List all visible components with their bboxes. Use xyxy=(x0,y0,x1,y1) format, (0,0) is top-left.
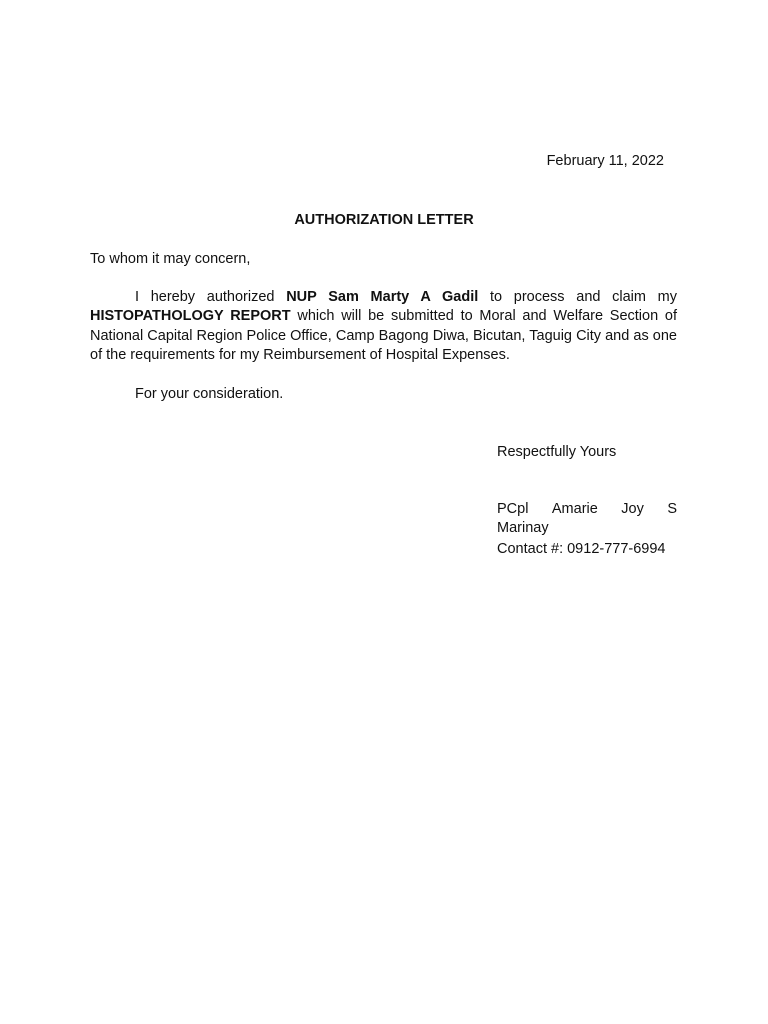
document-name: HISTOPATHOLOGY REPORT xyxy=(90,308,291,325)
body-paragraph xyxy=(90,288,677,366)
closing-line: For your consideration. xyxy=(135,386,284,402)
signer-name-word: PCpl xyxy=(497,501,529,517)
signer-name-word: Joy xyxy=(621,501,644,517)
signer-name-word: Amarie xyxy=(551,501,598,517)
authorized-person: NUP Sam Marty A Gadil xyxy=(286,289,479,305)
body-middle: to process and claim my xyxy=(490,289,678,305)
letter-date: February 11, 2022 xyxy=(546,153,664,169)
signer-name-line-1 xyxy=(497,500,677,519)
body-rest: which will be submitted to Moral and Welfare Section of National Capital Region Police Office, Camp Bagong Diwa, Bicutan, Taguig City and as one of the requirements for my Reimbursement of Hospital Expenses. xyxy=(90,308,677,364)
complimentary-close: Respectfully Yours xyxy=(497,444,617,460)
body-intro: I hereby authorized xyxy=(135,289,275,305)
signer-name xyxy=(497,500,677,538)
letter-title: AUTHORIZATION LETTER xyxy=(294,212,474,228)
signer-contact: Contact #: 0912-777-6994 xyxy=(497,541,666,557)
salutation: To whom it may concern, xyxy=(90,251,251,267)
signer-name-word: S xyxy=(667,501,677,517)
signer-name-line-2: Marinay xyxy=(497,520,549,536)
